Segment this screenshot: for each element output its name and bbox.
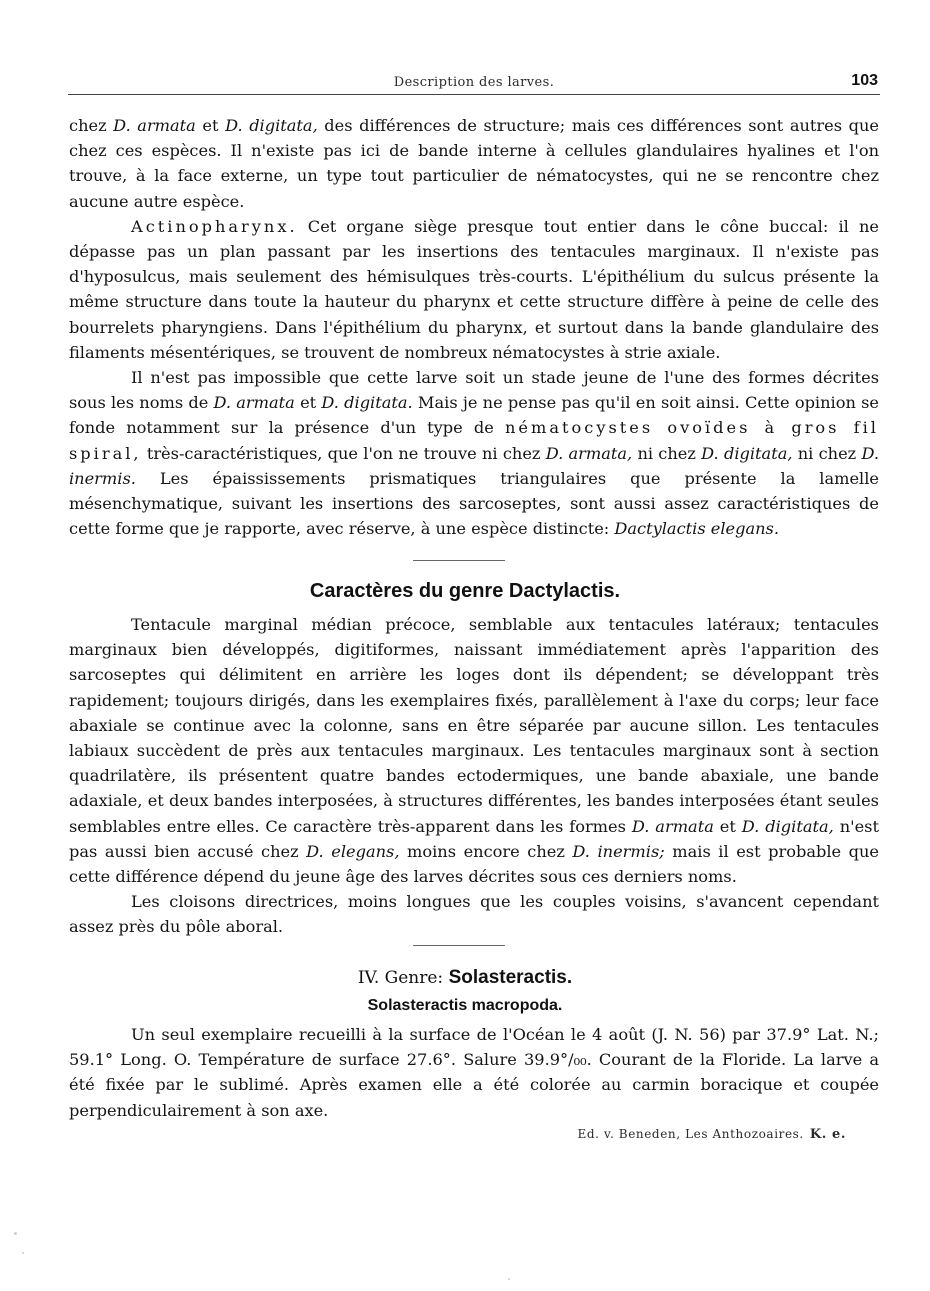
section-separator (413, 560, 505, 561)
text-block-specimen (69, 1022, 879, 1123)
scan-speck (14, 1232, 17, 1235)
running-head (68, 72, 880, 92)
signature-text: Ed. v. Beneden, Les Anthozoaires. (577, 1127, 804, 1141)
signature-line (578, 1127, 846, 1142)
genre-prefix: IV. Genre: (357, 968, 444, 988)
signature-mark: K. e. (809, 1127, 846, 1142)
text-block-description (69, 113, 879, 541)
section-heading: Caractères du genre Dactylactis. (309, 580, 621, 602)
scan-speck (22, 1252, 24, 1254)
running-head-title: Description des larves. (393, 75, 555, 90)
paragraph-continuation: chez D. armata et D. digitata, des différences de structure; mais ces différences sont autres que chez ces espèces. Il n'existe pas ici de bande interne à cellules glandulaires hyalines et l'on trouve, à la face externe, un type tout particulier de nématocystes, qui ne se rencontre chez aucune autre espèce. (69, 116, 879, 211)
genre-separator (413, 945, 505, 946)
header-rule (68, 94, 880, 95)
paragraph-species-discussion: Il n'est pas impossible que cette larve soit un stade jeune de l'une des formes décrites sous les noms de D. armata et D. digitata. Mais je ne pense pas qu'il en soit ainsi. Cette opinion se fonde notamment sur la présence d'un type de nématocystes ovoïdes à gros fil spiral, très-caractéristiques, que l'on ne trouve ni chez D. armata, ni chez D. digitata, ni chez D. inermis. Les épaississements prismatiques triangulaires que présente la lamelle mésenchymatique, suivant les insertions des sarcoseptes, sont aussi assez caractéristiques de cette forme que je rapporte, avec réserve, à une espèce distincte: Dactylactis elegans. (69, 368, 880, 539)
paragraph-actinopharynx: Actinopharynx. Cet organe siège presque tout entier dans le cône buccal: il ne dépasse pas un plan passant par les insertions des tentacules marginaux. Il n'existe pas d'hyposulcus, mais seulement des hémisulques très-courts. L'épithélium du sulcus présente la même structure dans toute la hauteur du pharynx et cette structure diffère à peine de celle des bourrelets pharyngiens. Dans l'épithélium du pharynx, et surtout dans la bande glandulaire des filaments mésentériques, se trouvent de nombreux nématocystes à strie axiale. (69, 216, 879, 362)
page-number: 103 (851, 72, 878, 89)
scan-speck (508, 1278, 510, 1280)
term-actinopharynx: Actinopharynx. (131, 216, 298, 236)
term-nematocystes: nématocystes ovoïdes à gros fil spiral, (69, 418, 879, 463)
text-block-genus-characters (69, 612, 879, 940)
paragraph-directive-septa: Les cloisons directrices, moins longues que les couples voisins, s'avancent cependant assez près du pôle aboral. (69, 892, 879, 937)
genre-heading (0, 967, 930, 989)
paragraph-genus-characters: Tentacule marginal médian précoce, semblable aux tentacules latéraux; tentacules marginaux bien développés, digitiformes, naissant immédiatement après l'apparition des sarcoseptes qui délimitent en arrière les loges dont ils dépendent; se développant très rapidement; toujours dirigés, dans les exemplaires fixés, parallèlement à l'axe du corps; leur face abaxiale se continue avec la colonne, sans en être séparée par aucune sillon. Les tentacules labiaux succèdent de près aux tentacules marginaux. Les tentacules marginaux sont à section quadrilatère, ils présentent quatre bandes ectodermiques, une bande abaxiale, une bande adaxiale, et deux bandes interposées, à structures différentes, les bandes interposées étant seules semblables entre elles. Ce caractère très-apparent dans les formes D. armata et D. digitata, n'est pas aussi bien accusé chez D. elegans, moins encore chez D. inermis; mais il est probable que cette différence dépend du jeune âge des larves décrites sous ces derniers noms. (69, 615, 880, 887)
paragraph-specimen: Un seul exemplaire recueilli à la surface de l'Océan le 4 août (J. N. 56) par 37.9° Lat. N.; 59.1° Long. O. Température de surface 27.6°. Salure 39.9°/₀₀. Courant de la Floride. La larve a été fixée par le sublimé. Après examen elle a été colorée au carmin boracique et coupée perpendiculairement à son axe. (69, 1025, 879, 1120)
genre-name: Solasteractis. (448, 967, 573, 988)
species-heading: Solasteractis macropoda. (367, 997, 563, 1014)
